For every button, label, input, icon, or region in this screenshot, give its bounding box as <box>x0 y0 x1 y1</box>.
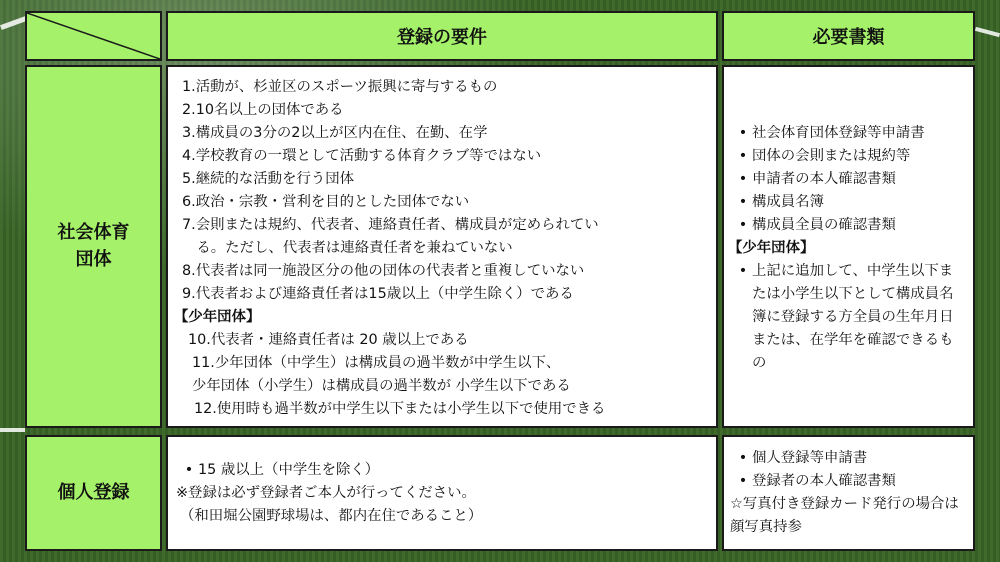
club-doc-2: • 団体の会則または規約等 <box>734 145 925 168</box>
club-doc-1: • 社会体育団体登録等申請書 <box>734 122 925 145</box>
club-req-4: 4.学校教育の一環として活動する体育クラブ等ではない <box>182 148 542 164</box>
field-line-right <box>975 27 1000 37</box>
club-req-6: 6.政治・宗教・営利を目的とした団体でない <box>182 194 470 210</box>
club-req-2: 2.10名以上の団体である <box>182 102 344 118</box>
club-req-9: 9.代表者および連絡責任者は15歳以上（中学生除く）である <box>182 286 574 302</box>
header-documents: 必要書類 <box>722 11 975 61</box>
row-label-club-line1: 社会体育 <box>57 222 130 244</box>
club-req-3: 3.構成員の3分の2以上が区内在住、在勤、在学 <box>182 125 488 141</box>
row-label-individual: 個人登録 <box>25 435 162 551</box>
club-youth-doc-heading: 【少年団体】 <box>728 240 815 256</box>
club-doc-5: • 構成員全員の確認書類 <box>734 214 925 237</box>
club-youth-req-12: 12.使用時も過半数が中学生以下または小学生以下で使用できる <box>194 401 606 417</box>
club-youth-req-11: 11.少年団体（中学生）は構成員の過半数が中学生以下、 <box>192 355 561 371</box>
individual-doc-1: • 個人登録等申請書 <box>734 447 896 470</box>
club-req-8: 8.代表者は同一施設区分の他の団体の代表者と重複していない <box>182 263 585 279</box>
individual-req-1: • 15 歳以上（中学生を除く） <box>176 459 482 482</box>
row-label-club-line2: 団体 <box>75 248 112 270</box>
club-doc-4: • 構成員名簿 <box>734 191 925 214</box>
club-youth-doc-1: 上記に追加して、中学生以下または小学生以下として構成員名簿に登録する方全員の生年月日または、在学年を確認できるもの <box>752 263 954 371</box>
individual-doc-2: • 登録者の本人確認書類 <box>734 470 896 493</box>
row-label-club <box>25 65 162 428</box>
individual-doc-note: ☆写真付き登録カード発行の場合は 顔写真持参 <box>730 496 959 535</box>
field-line-left <box>0 428 25 432</box>
club-youth-req-10: 10.代表者・連絡責任者は 20 歳以上である <box>188 332 469 348</box>
club-youth-heading: 【少年団体】 <box>174 309 261 325</box>
club-youth-doc-bullet: • <box>738 263 748 279</box>
club-requirements-cell <box>166 65 718 428</box>
diagonal-line <box>27 13 160 59</box>
club-req-7: 7.会則または規約、代表者、連絡責任者、構成員が定められてい <box>182 217 599 233</box>
club-req-1: 1.活動が、杉並区のスポーツ振興に寄与するもの <box>182 79 498 95</box>
corner-cell <box>25 11 162 61</box>
header-requirements: 登録の要件 <box>166 11 718 61</box>
individual-note-1: ※登録は必ず登録者ご本人が行ってください。 <box>176 485 476 501</box>
individual-documents-cell <box>722 435 975 551</box>
club-doc-3: • 申請者の本人確認書類 <box>734 168 925 191</box>
club-req-7-cont: る。ただし、代表者は連絡責任者を兼ねていない <box>182 240 513 256</box>
individual-requirements-cell <box>166 435 718 551</box>
club-req-5: 5.継続的な活動を行う団体 <box>182 171 355 187</box>
club-documents-cell <box>722 65 975 428</box>
individual-note-2: （和田堀公園野球場は、都内在住であること） <box>180 508 483 524</box>
club-youth-req-11-cont: 少年団体（小学生）は構成員の過半数が 小学生以下である <box>192 378 571 394</box>
